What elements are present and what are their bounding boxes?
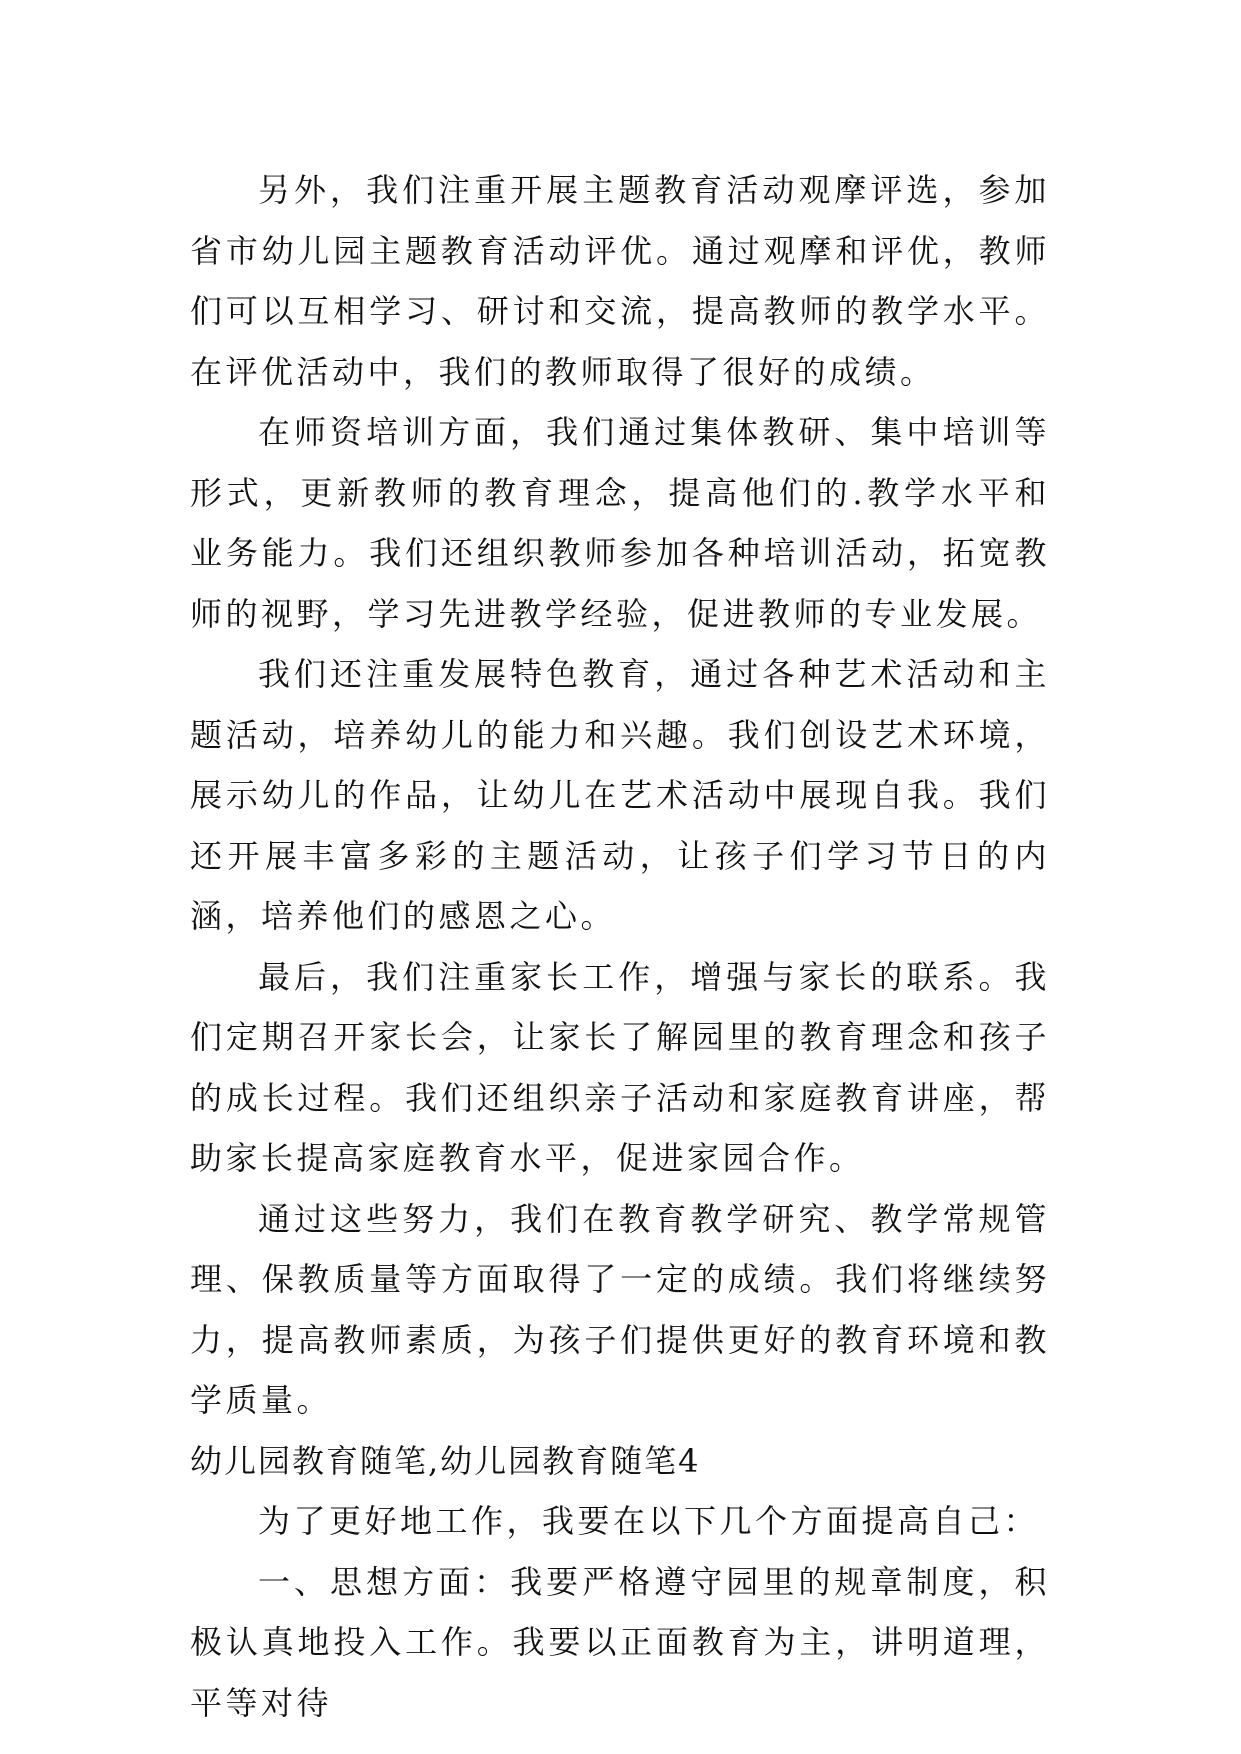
paragraph-parent-work: 最后，我们注重家长工作，增强与家长的联系。我们定期召开家长会，让家长了解园里的教育理念和孩子的成长过程。我们还组织亲子活动和家庭教育讲座，帮助家长提高家庭教育水平，促进家园合作。 [190,957,1050,1177]
section-heading: 幼儿园教育随笔,幼儿园教育随笔4 [190,1441,701,1480]
paragraph-ideology: 一、思想方面：我要严格遵守园里的规章制度，积极认真地投入工作。我要以正面教育为主，讲明道理，平等对待 [190,1562,1050,1722]
paragraph-special-education: 我们还注重发展特色教育，通过各种艺术活动和主题活动，培养幼儿的能力和兴趣。我们创设艺术环境，展示幼儿的作品，让幼儿在艺术活动中展现自我。我们还开展丰富多彩的主题活动，让孩子们学习节日的内涵，培养他们的感恩之心。 [190,655,1050,935]
paragraph-improvement-intro: 为了更好地工作，我要在以下几个方面提高自己： [258,1502,1040,1540]
document-body [190,160,1050,1733]
paragraph-achievements: 通过这些努力，我们在教育教学研究、教学常规管理、保教质量等方面取得了一定的成绩。我们将继续努力，提高教师素质，为孩子们提供更好的教育环境和教学质量。 [190,1199,1050,1419]
paragraph-observation-evaluation: 另外，我们注重开展主题教育活动观摩评选，参加省市幼儿园主题教育活动评优。通过观摩和评优，教师们可以互相学习、研讨和交流，提高教师的教学水平。在评优活动中，我们的教师取得了很好的成绩。 [190,171,1050,391]
paragraph-teacher-training: 在师资培训方面，我们通过集体教研、集中培训等形式，更新教师的教育理念，提高他们的.教学水平和业务能力。我们还组织教师参加各种培训活动，拓宽教师的视野，学习先进教学经验，促进教师的专业发展。 [190,413,1050,633]
